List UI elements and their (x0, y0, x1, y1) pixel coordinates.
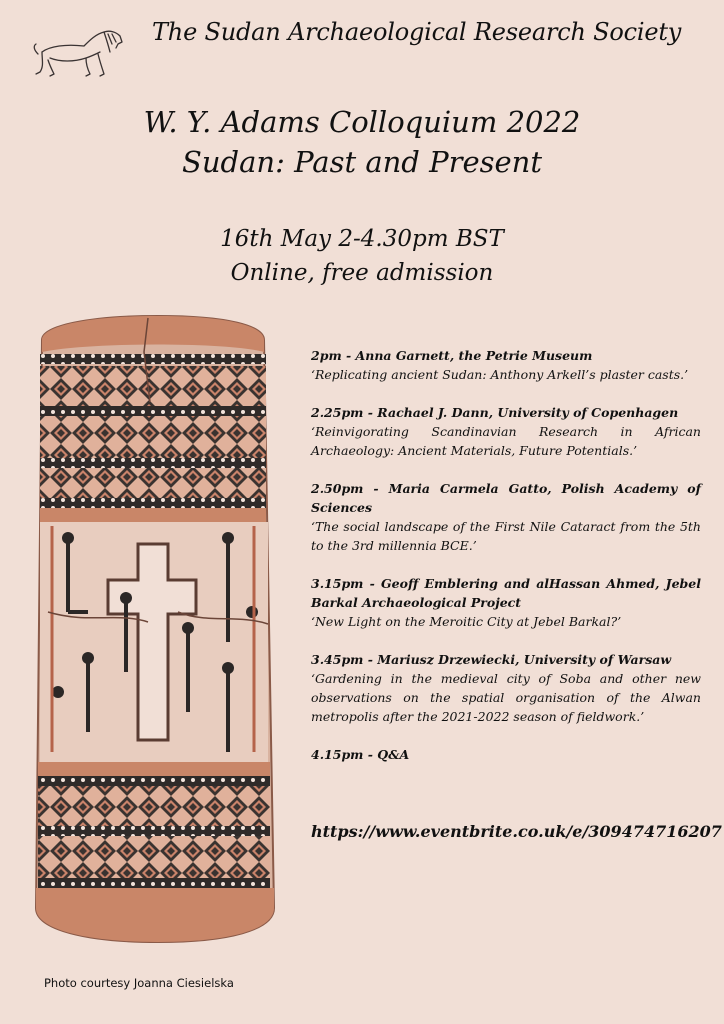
program-item (311, 403, 701, 460)
event-title (0, 102, 724, 182)
program-talk-title: ‘Gardening in the medieval city of Soba and other new observations on the spatial organisation of the Alwan metropolis after the 2021-2022 season of fieldwork.’ (311, 671, 701, 724)
program-item (311, 346, 701, 384)
program-item (311, 650, 701, 726)
program-time-speaker: 3.15pm - Geoff Emblering and alHassan Ahmed, Jebel Barkal Archaeological Project (311, 576, 701, 610)
eventbrite-link[interactable]: https://www.eventbrite.co.uk/e/309474716207 (311, 822, 722, 841)
lion-logo-icon (30, 22, 126, 80)
program-time-speaker: 3.45pm - Mariusz Drzewiecki, University of Warsaw (311, 652, 672, 667)
program-item (311, 745, 701, 764)
title-line-2: Sudan: Past and Present (182, 145, 542, 179)
title-line-1: W. Y. Adams Colloquium 2022 (143, 105, 581, 139)
program-item (311, 479, 701, 555)
photo-credit: Photo courtesy Joanna Ciesielska (44, 976, 234, 990)
program-talk-title: ‘New Light on the Meroitic City at Jebel Barkal?’ (311, 614, 622, 629)
program-list (311, 346, 701, 783)
event-admission: Online, free admission (230, 260, 494, 286)
program-talk-title: ‘Replicating ancient Sudan: Anthony Arkell’s plaster casts.’ (311, 367, 689, 382)
program-time-speaker: 2pm - Anna Garnett, the Petrie Museum (311, 348, 593, 363)
event-details (0, 222, 724, 290)
society-name: The Sudan Archaeological Research Society (152, 18, 682, 46)
program-talk-title: ‘The social landscape of the First Nile Cataract from the 5th to the 3rd millennia BCE.’ (311, 519, 701, 553)
program-time-speaker: 2.25pm - Rachael J. Dann, University of Copenhagen (311, 405, 679, 420)
pottery-artifact-image (28, 312, 296, 952)
program-talk-title: ‘Reinvigorating Scandinavian Research in African Archaeology: Ancient Materials, Future Potentials.’ (311, 424, 701, 458)
program-time-speaker: 2.50pm - Maria Carmela Gatto, Polish Academy of Sciences (311, 481, 701, 515)
event-date-time: 16th May 2-4.30pm BST (220, 226, 504, 252)
program-item (311, 574, 701, 631)
program-time-speaker: 4.15pm - Q&A (311, 747, 410, 762)
